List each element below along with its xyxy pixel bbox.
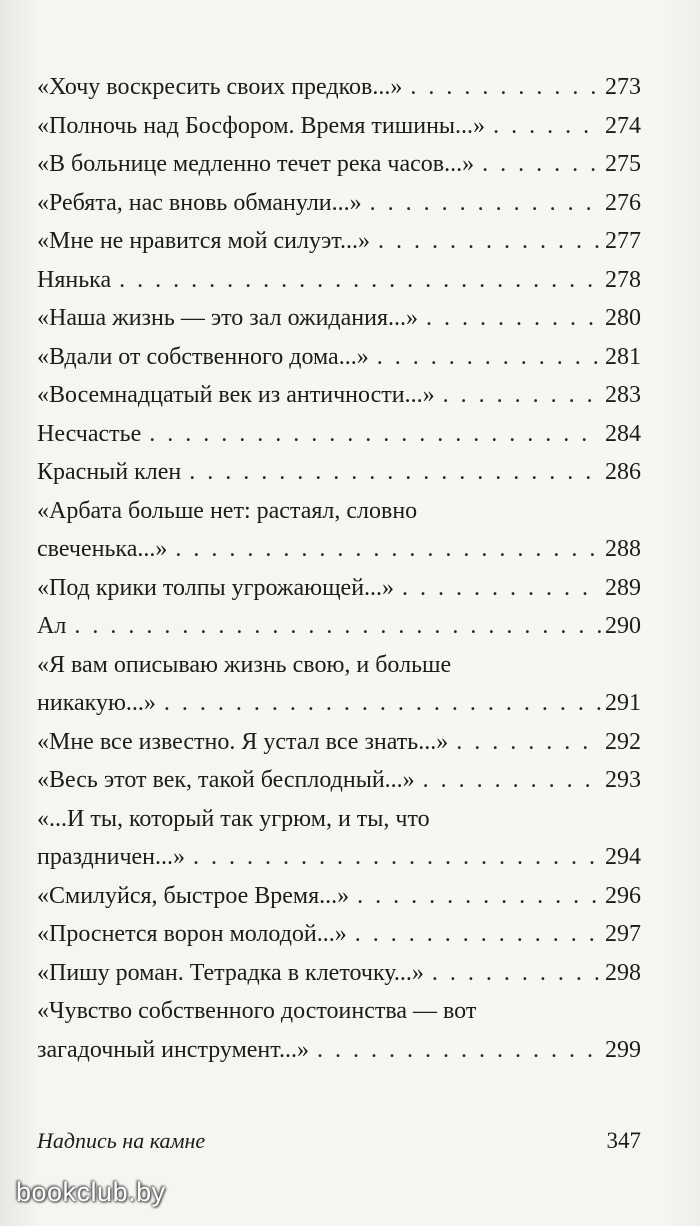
toc-entry-page-number: 275: [605, 151, 641, 177]
toc-entry-page-number: 290: [605, 613, 641, 639]
toc-entry: [37, 107, 641, 146]
page-footer: [37, 1128, 641, 1154]
toc-entry: [37, 877, 641, 916]
toc-entry: [37, 915, 641, 954]
dot-leader: [189, 453, 601, 492]
toc-entry: [37, 492, 641, 569]
toc-entry-page-number: 293: [605, 767, 641, 793]
toc-entry-row: [37, 261, 641, 300]
toc-entry-title-line: «Я вам описываю жизнь свою, и больше: [37, 651, 452, 678]
dot-leader: [456, 723, 601, 762]
toc-entry-title: Ал: [37, 613, 67, 639]
toc-entry: [37, 184, 641, 223]
toc-entry-title: свеченька...»: [37, 536, 168, 562]
toc-entry-title: «Под крики толпы угрожающей...»: [37, 574, 395, 601]
toc-entry-row: [37, 761, 641, 800]
toc-entry: [37, 68, 641, 107]
toc-entry-title: «Вдали от собственного дома...»: [37, 343, 369, 370]
toc-entry-title: Нянька: [37, 266, 112, 293]
toc-entry-row: [37, 915, 641, 954]
toc-entry-row: [37, 299, 641, 338]
toc-entry: [37, 607, 641, 646]
toc-entry-page-number: 296: [605, 882, 641, 909]
toc-entry-title: «Восемнадцатый век из античности...»: [37, 382, 435, 408]
toc-entry-page-number: 294: [605, 844, 641, 870]
toc-entry-page-number: 297: [605, 921, 641, 947]
toc-entry-row: [37, 338, 641, 377]
toc-entry-title: Красный клен: [37, 459, 182, 485]
toc-entry-title: праздничен...»: [37, 844, 186, 870]
toc-entry-page-number: 273: [605, 74, 641, 100]
toc-entry-page-number: 280: [605, 305, 641, 331]
toc-entry-title: «Мне не нравится мой силуэт...»: [37, 228, 370, 254]
toc-entry-title: «Смилуйся, быстрое Время...»: [37, 882, 350, 909]
dot-leader: [74, 607, 601, 646]
toc-entry: [37, 646, 641, 723]
watermark: bookclub.by: [16, 1177, 166, 1207]
table-of-contents: [37, 68, 641, 1069]
toc-entry-title: «Мне все известно. Я устал все знать...»: [37, 728, 449, 755]
toc-entry-page-number: 298: [605, 959, 641, 986]
toc-entry-title: «Весь этот век, такой бесплодный...»: [37, 767, 415, 793]
toc-entry-page-number: 278: [605, 266, 641, 293]
toc-entry-page-number: 288: [605, 536, 641, 562]
toc-entry: [37, 569, 641, 608]
toc-entry: [37, 376, 641, 415]
toc-entry-row: [37, 1031, 641, 1070]
dot-leader: [410, 68, 601, 107]
toc-entry-row: [37, 376, 641, 415]
toc-entry-row: [37, 222, 641, 261]
toc-entry-row: [37, 453, 641, 492]
dot-leader: [432, 954, 601, 993]
toc-entry: [37, 222, 641, 261]
toc-entry-title: «Наша жизнь — это зал ожидания...»: [37, 305, 419, 331]
toc-entry: [37, 723, 641, 762]
toc-entry-title: загадочный инструмент...»: [37, 1036, 309, 1063]
toc-entry-page-number: 281: [605, 343, 641, 370]
toc-entry: [37, 415, 641, 454]
toc-entry-title: «В больнице медленно течет река часов...»: [37, 151, 475, 177]
toc-entry-page-number: 284: [605, 420, 641, 447]
toc-entry-row: [37, 877, 641, 916]
running-section-title: Надпись на камне: [37, 1128, 206, 1153]
toc-entry-row: [37, 684, 641, 723]
toc-entry-page-number: 291: [605, 690, 641, 716]
toc-entry: [37, 954, 641, 993]
toc-entry: [37, 992, 641, 1069]
toc-entry-title-line: «...И ты, который так угрюм, и ты, что: [37, 805, 430, 832]
toc-entry: [37, 761, 641, 800]
toc-entry-title: «Пишу роман. Тетрадка в клеточку...»: [37, 959, 424, 986]
dot-leader: [193, 838, 601, 877]
toc-entry-row: [37, 530, 641, 569]
toc-entry-page-number: 286: [605, 459, 641, 485]
toc-entry-title: никакую...»: [37, 690, 156, 716]
toc-entry-row: [37, 107, 641, 146]
dot-leader: [317, 1031, 601, 1070]
toc-entry-title-line: «Арбата больше нет: растаял, словно: [37, 497, 418, 524]
toc-entry: [37, 299, 641, 338]
toc-entry-row: [37, 184, 641, 223]
dot-leader: [355, 915, 601, 954]
toc-entry: [37, 453, 641, 492]
dot-leader: [149, 415, 601, 454]
toc-entry-row: [37, 723, 641, 762]
toc-entry: [37, 338, 641, 377]
dot-leader: [402, 569, 601, 608]
dot-leader: [370, 184, 601, 223]
toc-entry-page-number: 276: [605, 189, 641, 216]
dot-leader: [357, 877, 601, 916]
toc-entry-row: [37, 838, 641, 877]
dot-leader: [426, 299, 601, 338]
dot-leader: [443, 376, 601, 415]
page-number: 347: [606, 1128, 641, 1153]
toc-entry: [37, 261, 641, 300]
toc-entry-row: [37, 569, 641, 608]
toc-entry-title: «Хочу воскресить своих предков...»: [37, 74, 403, 100]
toc-entry-row: [37, 607, 641, 646]
toc-entry-title: «Проснется ворон молодой...»: [37, 921, 347, 947]
dot-leader: [377, 338, 601, 377]
toc-entry-title-line: «Чувство собственного достоинства — вот: [37, 998, 477, 1024]
toc-entry-page-number: 277: [605, 228, 641, 254]
dot-leader: [378, 222, 601, 261]
toc-entry: [37, 800, 641, 877]
toc-entry-page-number: 292: [605, 728, 641, 755]
dot-leader: [493, 107, 601, 146]
dot-leader: [175, 530, 601, 569]
toc-entry-title: «Полночь над Босфором. Время тишины...»: [37, 112, 486, 139]
toc-entry-page-number: 274: [605, 112, 641, 139]
toc-entry-title: «Ребята, нас вновь обманули...»: [37, 189, 362, 216]
dot-leader: [119, 261, 601, 300]
toc-entry-row: [37, 68, 641, 107]
toc-entry-page-number: 283: [605, 382, 641, 408]
dot-leader: [164, 684, 601, 723]
toc-entry-row: [37, 954, 641, 993]
dot-leader: [423, 761, 601, 800]
toc-entry: [37, 145, 641, 184]
toc-entry-page-number: 299: [605, 1036, 641, 1063]
toc-entry-row: [37, 145, 641, 184]
toc-entry-title: Несчастье: [37, 420, 142, 447]
toc-entry-row: [37, 415, 641, 454]
dot-leader: [482, 145, 601, 184]
toc-entry-page-number: 289: [605, 574, 641, 601]
